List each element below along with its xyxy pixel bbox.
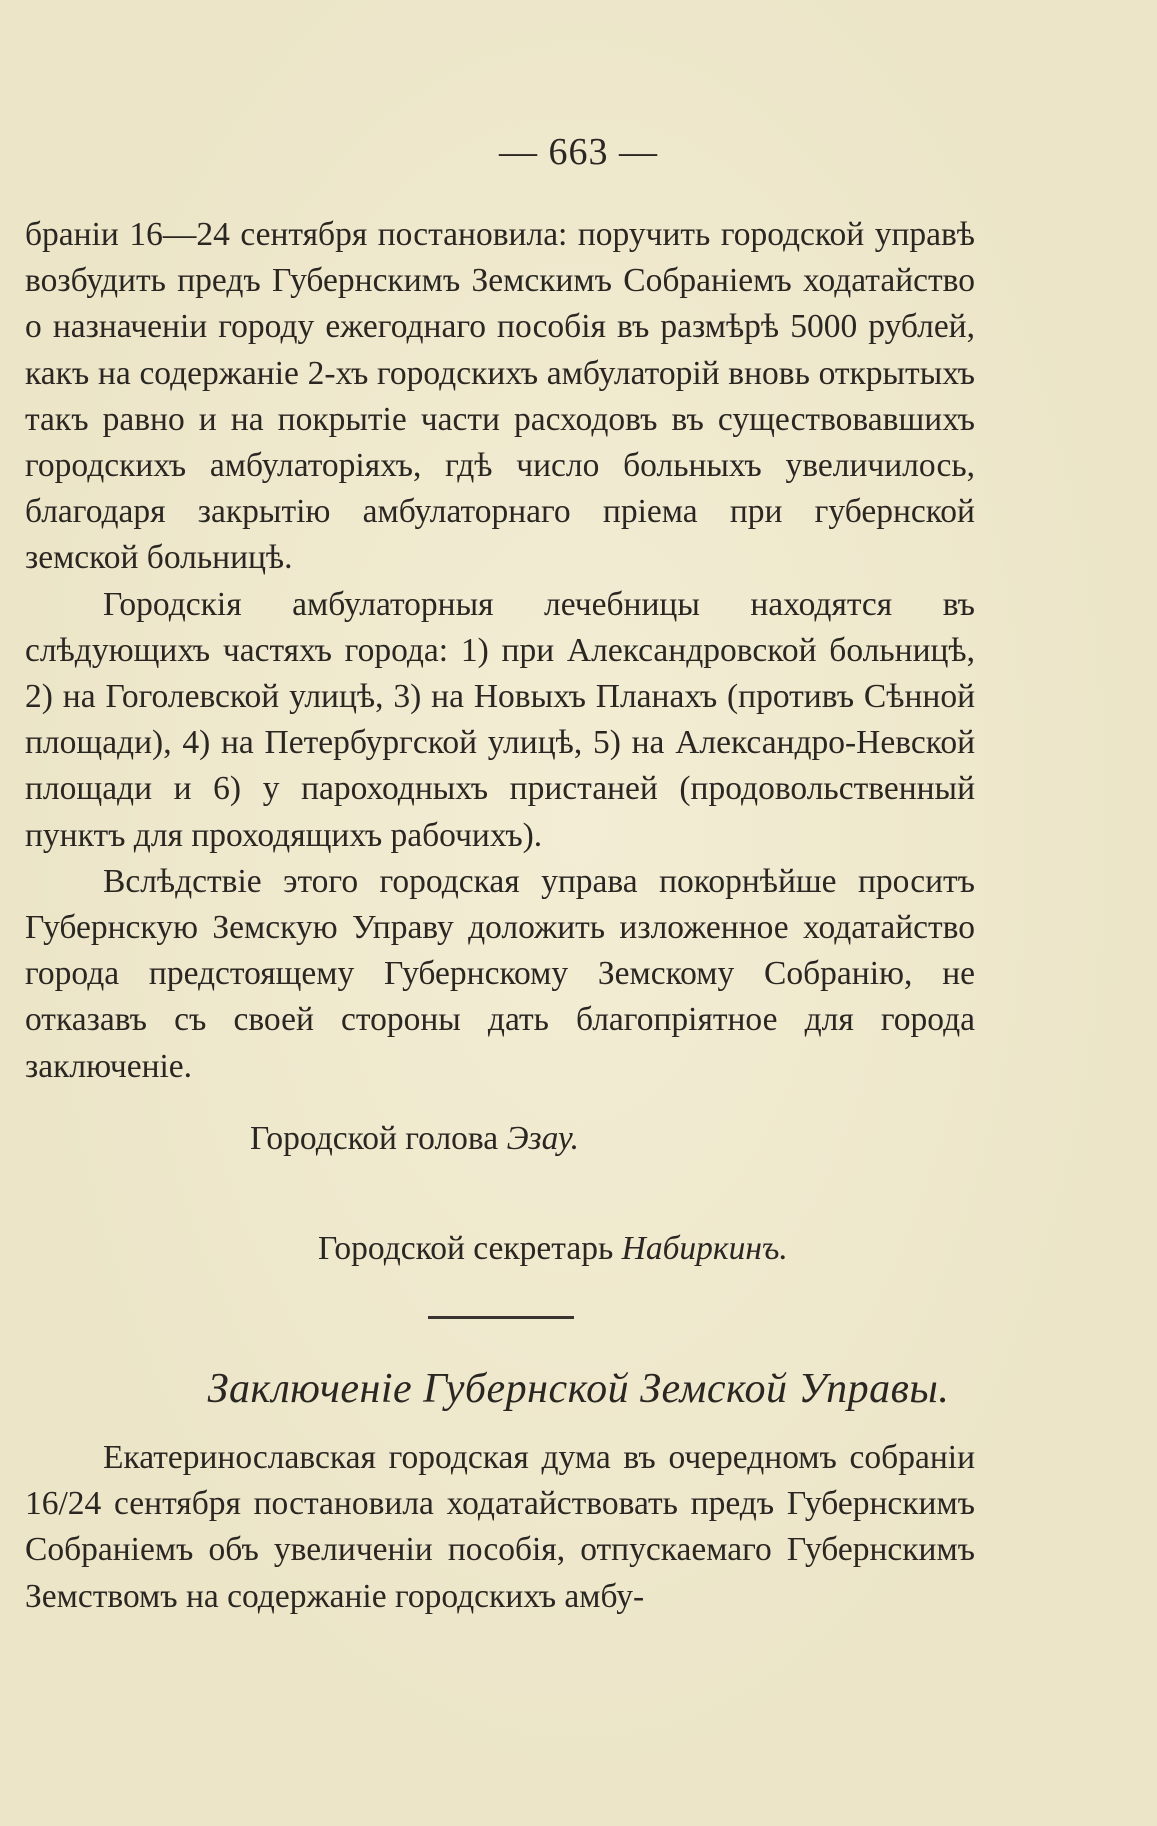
- paragraph: Городскiя амбулаторныя лечебницы находятся въ слѣдующихъ частяхъ города: 1) при Александровской больницѣ, 2) на Гоголевской улицѣ, 3) на Новыхъ Планахъ (противъ Сѣнной площади), 4) на Петербургской улицѣ, 5) на Александро-Невской площади и 6) у пароходныхъ пристаней (продовольственный пунктъ для проходящихъ рабочихъ).: [25, 585, 975, 854]
- signature-mayor: [250, 1120, 579, 1158]
- section-heading: Заключенiе Губернской Земской Управы.: [207, 1366, 950, 1412]
- paragraph: Вслѣдствiе этого городская управа покорнѣйше проситъ Губернскую Земскую Управу доложить изложенное ходатайство города предстоящему Губернскому Земскому Собранiю, не отказавъ съ своей стороны дать благопрiятное для города заключенiе.: [25, 862, 975, 1085]
- signature-title: Городской голова: [250, 1120, 499, 1157]
- signature-name: Набиркинъ.: [621, 1230, 788, 1267]
- body-text-bottom: [25, 1435, 975, 1620]
- signature-name: Эзау.: [506, 1120, 580, 1157]
- body-text-top: [25, 212, 975, 1090]
- section-divider: [428, 1316, 574, 1319]
- paragraph: бранiи 16—24 сентября постановила: поручить городской управѣ возбудить предъ Губернскимъ Земскимъ Собранiемъ ходатайство о назначенiи городу ежегоднаго пособiя въ размѣрѣ 5000 рублей, какъ на содержанiе 2-хъ городскихъ амбулаторiй вновь открытыхъ такъ равно и на покрытiе части расходовъ въ существовавшихъ городскихъ амбулаторiяхъ, гдѣ число больныхъ увеличилось, благодаря закрытiю амбулаторнаго прiема при губернской земской больницѣ.: [25, 216, 975, 577]
- signature-secretary: [318, 1230, 788, 1268]
- page-number: — 663 —: [499, 131, 658, 173]
- paragraph: Екатеринославская городская дума въ очередномъ собранiи 16/24 сентября постановила ходатайствовать предъ Губернскимъ Собранiемъ объ увеличенiи пособiя, отпускаемаго Губернскимъ Земствомъ на содержанiе городскихъ амбу-: [25, 1439, 975, 1615]
- signature-title: Городской секретарь: [318, 1230, 614, 1267]
